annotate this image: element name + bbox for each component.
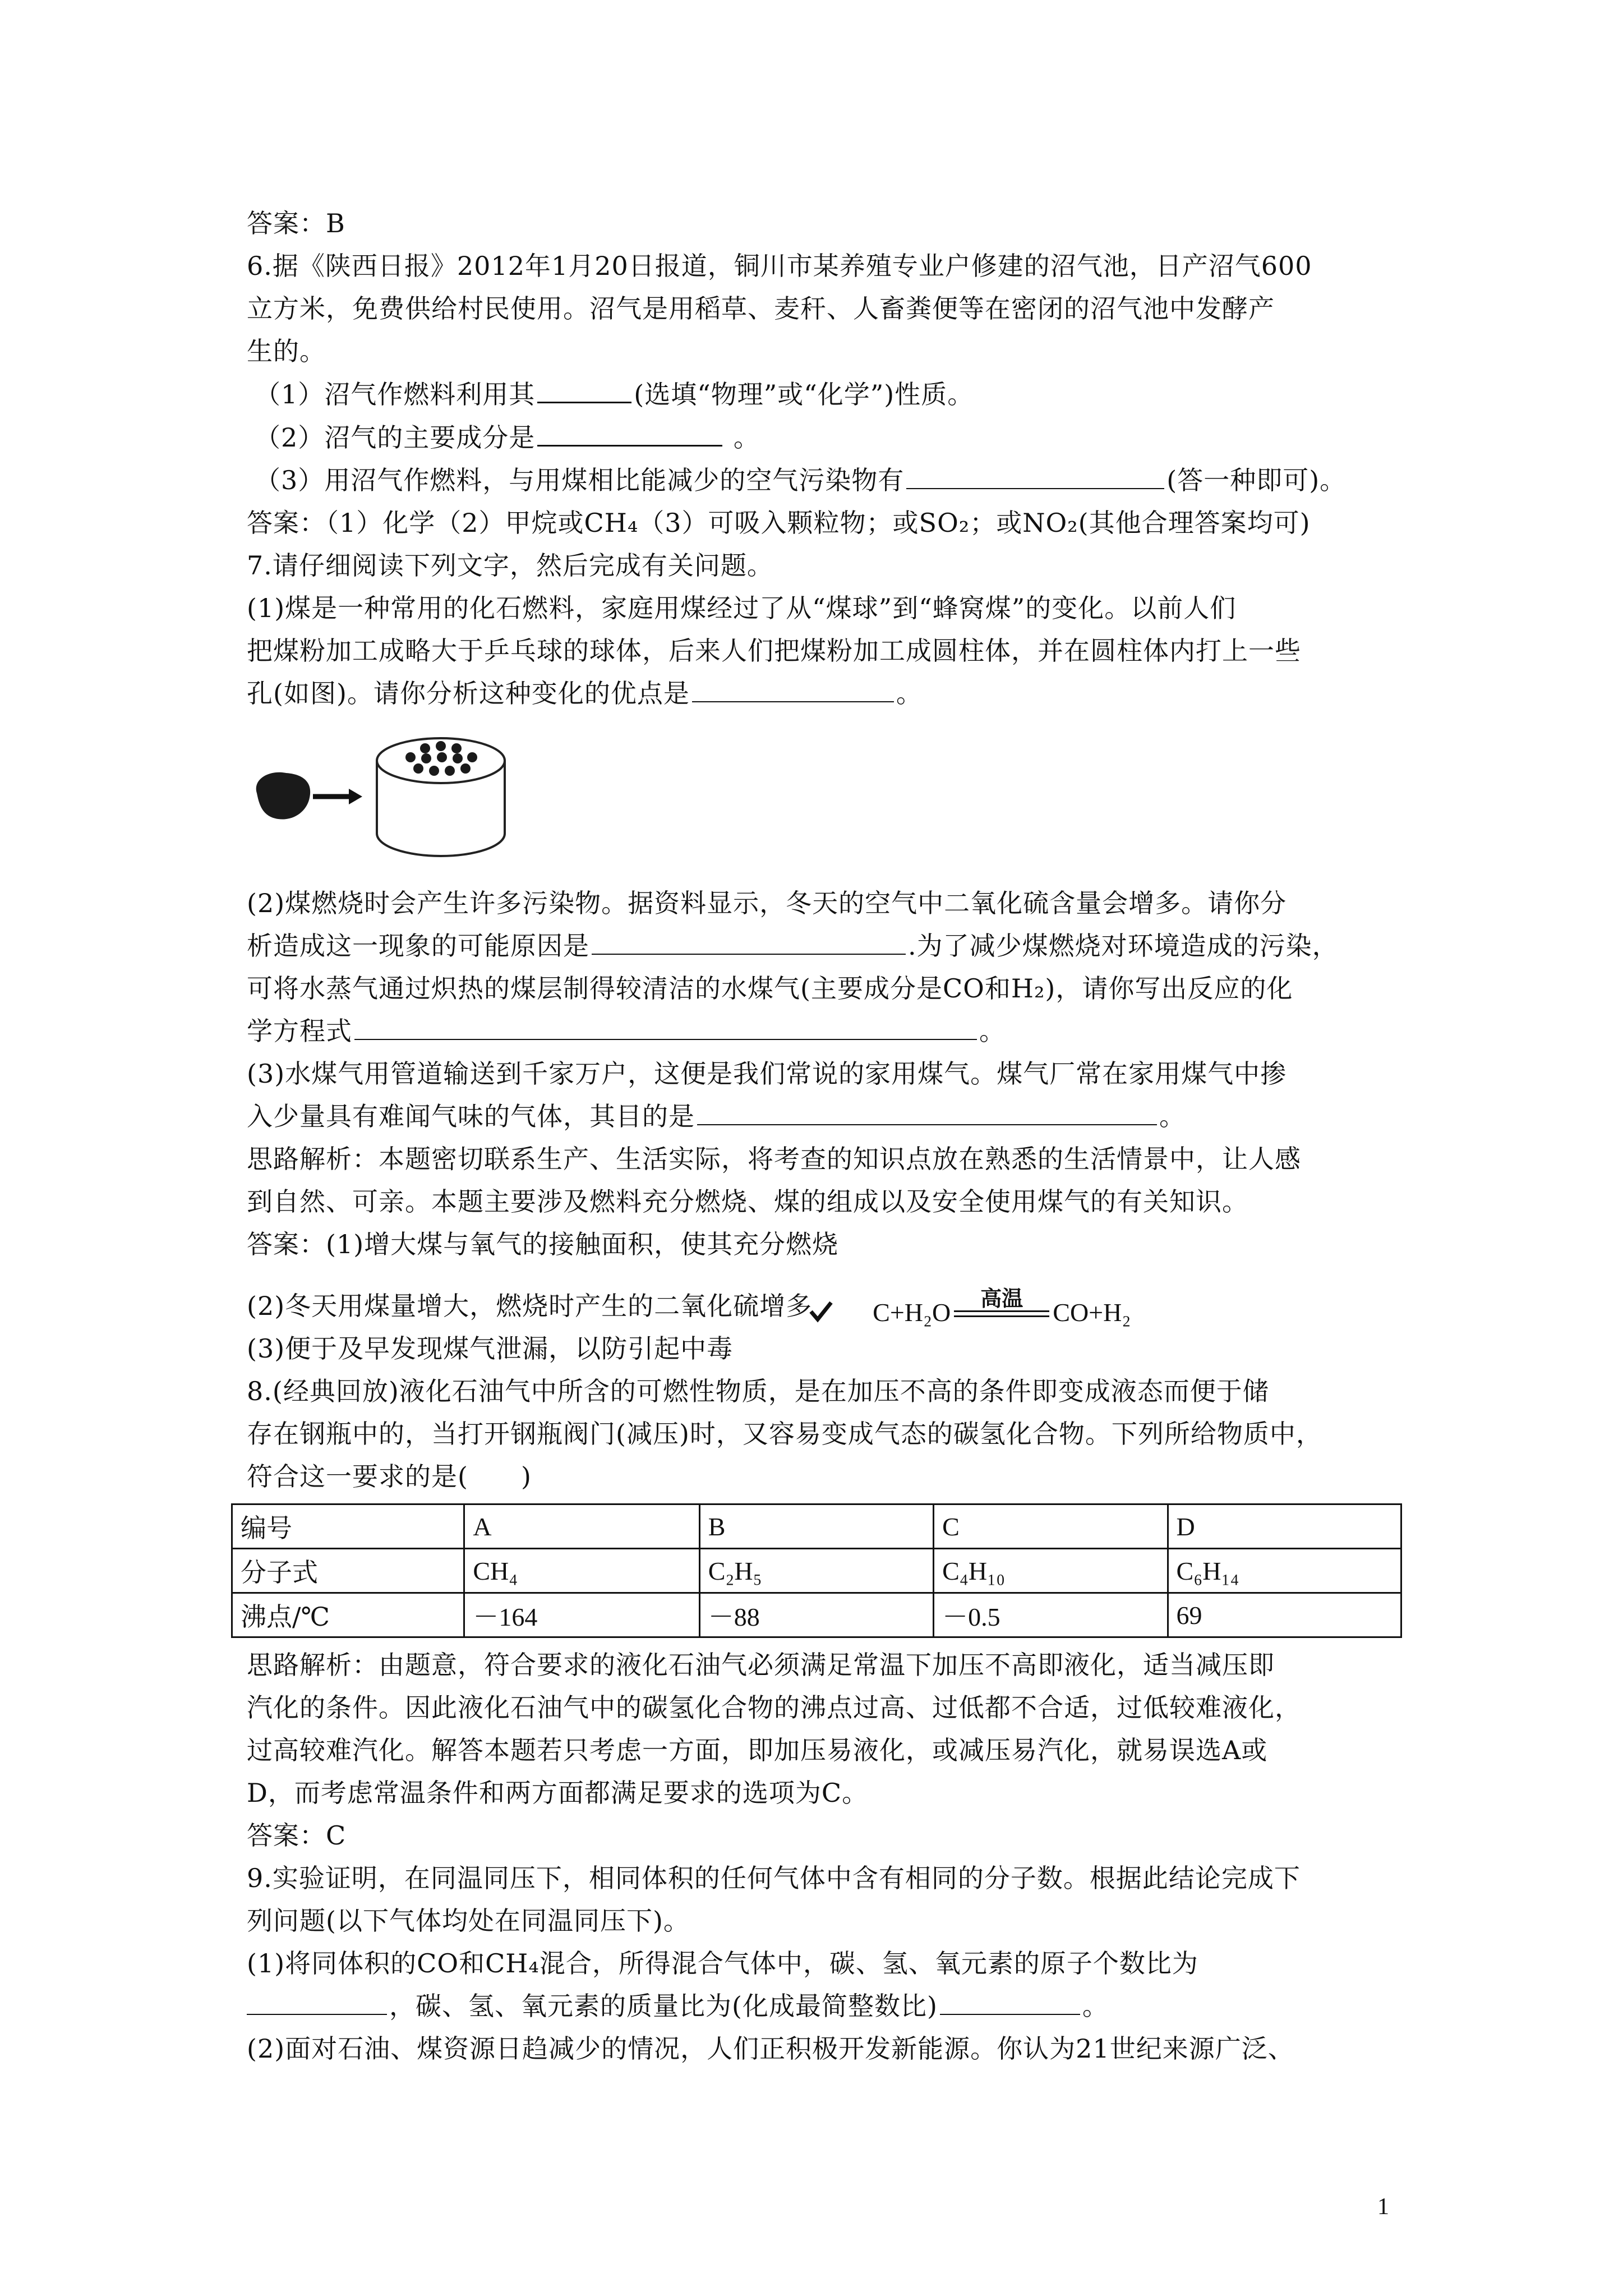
q6-sub-2: （2）沼气的主要成分是 。 bbox=[247, 416, 1413, 459]
hydrocarbon-table bbox=[231, 1503, 1402, 1638]
answer-7-part3: (3)便于及早发现煤气泄漏，以防引起中毒 bbox=[247, 1333, 734, 1364]
q8-line-2: 存在钢瓶中的，当打开钢瓶阀门(减压)时，又容易变成气态的碳氢化合物。下列所给物质中， bbox=[247, 1419, 1322, 1449]
q8-analysis-line1: 思路解析：由题意，符合要求的液化石油气必须满足常温下加压不高即液化，适当减压即 bbox=[247, 1650, 1275, 1680]
q7-part3-line2: 入少量具有难闻气味的气体，其目的是 。 bbox=[247, 1095, 1413, 1138]
q7-part2-line1: (2)煤燃烧时会产生许多污染物。据资料显示，冬天的空气中二氧化硫含量会增多。请你分 bbox=[247, 888, 1287, 918]
q7-part2-line2: 析造成这一现象的可能原因是 .为了减少煤燃烧对环境造成的污染， bbox=[247, 924, 1413, 967]
answer-blank[interactable] bbox=[692, 672, 894, 702]
page-number: 1 bbox=[1377, 2194, 1389, 2220]
q7-part2-line3: 可将水蒸气通过炽热的煤层制得较清洁的水煤气(主要成分是CO和H₂)，请你写出反应的化 bbox=[247, 973, 1293, 1004]
q6-line-2: 立方米，免费供给村民使用。沼气是用稻草、麦秆、人畜粪便等在密闭的沼气池中发酵产 bbox=[247, 293, 1275, 324]
answer-blank[interactable] bbox=[592, 924, 906, 955]
table-cell: C₄H₁₀ bbox=[934, 1549, 1168, 1593]
table-cell: B bbox=[699, 1504, 933, 1549]
arrow-head-icon bbox=[349, 789, 362, 804]
q7-part3-line1: (3)水煤气用管道输送到千家万户，这便是我们常说的家用煤气。煤气厂常在家用煤气中掺 bbox=[247, 1059, 1287, 1089]
answer-blank[interactable] bbox=[354, 1010, 977, 1040]
table-row bbox=[232, 1504, 1401, 1549]
answer-5: 答案：B bbox=[247, 208, 345, 238]
answer-7-part2: (2)冬天用煤量增大，燃烧时产生的二氧化硫增多 C+H₂O 高温 CO+H₂ bbox=[247, 1287, 1131, 1327]
q8-analysis-line2: 汽化的条件。因此液化石油气中的碳氢化合物的沸点过高、过低都不合适，过低较难液化， bbox=[247, 1692, 1301, 1723]
q7-part2-line4: 学方程式 。 bbox=[247, 1010, 1413, 1052]
q8-line-1: 8.(经典回放)液化石油气中所含的可燃性物质，是在加压不高的条件即变成液态而便于储 bbox=[247, 1376, 1269, 1406]
table-cell: －88 bbox=[699, 1593, 933, 1637]
q8-analysis-line3: 过高较难汽化。解答本题若只考虑一方面，即加压易液化，或减压易汽化，就易误选A或 bbox=[247, 1735, 1268, 1765]
table-cell: C bbox=[934, 1504, 1168, 1549]
coal-figure bbox=[247, 726, 1413, 866]
table-cell: C₂H₅ bbox=[699, 1549, 933, 1593]
answer-blank[interactable] bbox=[906, 459, 1164, 489]
q9-line-5: (2)面对石油、煤资源日趋减少的情况，人们正积极开发新能源。你认为21世纪来源广泛、 bbox=[247, 2033, 1294, 2064]
table-cell: CH₄ bbox=[464, 1549, 699, 1593]
table-cell: 编号 bbox=[232, 1504, 464, 1549]
table-cell: 沸点/℃ bbox=[232, 1593, 464, 1637]
coal-ball-icon bbox=[256, 772, 310, 820]
q7-analysis-line1: 思路解析：本题密切联系生产、生活实际，将考查的知识点放在熟悉的生活情景中，让人感 bbox=[247, 1144, 1301, 1174]
document-page bbox=[241, 202, 1413, 2070]
answer-blank[interactable] bbox=[697, 1095, 1157, 1125]
answer-8: 答案：C bbox=[247, 1820, 347, 1851]
equals-sign bbox=[954, 1310, 1049, 1317]
table-cell: －164 bbox=[464, 1593, 699, 1637]
q6-line-1: 6.据《陕西日报》2012年1月20日报道，铜川市某养殖专业户修建的沼气池，日产沼气600 bbox=[247, 251, 1312, 281]
table-cell: A bbox=[464, 1504, 699, 1549]
chemical-equation: C+H₂O 高温 CO+H₂ bbox=[873, 1287, 1131, 1327]
table-cell: －0.5 bbox=[934, 1593, 1168, 1637]
table-row bbox=[232, 1549, 1401, 1593]
check-mark-icon bbox=[809, 1299, 833, 1324]
q9-line-3: (1)将同体积的CO和CH₄混合，所得混合气体中，碳、氢、氧元素的原子个数比为 bbox=[247, 1948, 1198, 1978]
q9-line-1: 9.实验证明，在同温同压下，相同体积的任何气体中含有相同的分子数。根据此结论完成下 bbox=[247, 1863, 1301, 1893]
table-row bbox=[232, 1593, 1401, 1637]
table-cell: C₆H₁₄ bbox=[1168, 1549, 1401, 1593]
q7-part1-line2: 把煤粉加工成略大于乒乓球的球体，后来人们把煤粉加工成圆柱体，并在圆柱体内打上一些 bbox=[247, 636, 1301, 666]
q7-part1-line1: (1)煤是一种常用的化石燃料，家庭用煤经过了从“煤球”到“蜂窝煤”的变化。以前人们 bbox=[247, 593, 1237, 623]
table-cell: 分子式 bbox=[232, 1549, 464, 1593]
reaction-condition: 高温 bbox=[954, 1288, 1049, 1327]
answer-blank[interactable] bbox=[537, 372, 631, 403]
answer-6: 答案：（1）化学（2）甲烷或CH₄（3）可吸入颗粒物；或SO₂；或NO₂(其他合理答案均可) bbox=[247, 508, 1311, 538]
table-cell: 69 bbox=[1168, 1593, 1401, 1637]
q8-analysis-line4: D，而考虑常温条件和两方面都满足要求的选项为C。 bbox=[247, 1778, 869, 1808]
q6-sub-1: （1）沼气作燃料利用其 (选填“物理”或“化学”)性质。 bbox=[247, 372, 1413, 416]
q9-line-4: ，碳、氢、氧元素的质量比为(化成最简整数比) 。 bbox=[247, 1985, 1413, 2027]
coal-ball-to-honeycomb-illustration bbox=[247, 726, 561, 866]
q9-line-2: 列问题(以下气体均处在同温同压下)。 bbox=[247, 1906, 690, 1936]
q6-line-3: 生的。 bbox=[247, 336, 326, 366]
table-cell: D bbox=[1168, 1504, 1401, 1549]
answer-blank[interactable] bbox=[247, 1985, 387, 2015]
answer-blank[interactable] bbox=[940, 1985, 1080, 2015]
q7-analysis-line2: 到自然、可亲。本题主要涉及燃料充分燃烧、煤的组成以及安全使用煤气的有关知识。 bbox=[247, 1186, 1248, 1217]
q8-line-3: 符合这一要求的是( ) bbox=[247, 1461, 532, 1492]
q7-heading: 7.请仔细阅读下列文字，然后完成有关问题。 bbox=[247, 550, 773, 581]
answer-blank[interactable] bbox=[537, 416, 722, 447]
q6-sub-3: （3）用沼气作燃料，与用煤相比能减少的空气污染物有 (答一种即可)。 bbox=[247, 459, 1413, 501]
q7-part1-line3: 孔(如图)。请你分析这种变化的优点是 。 bbox=[247, 672, 1413, 715]
answer-7-part1: 答案：(1)增大煤与氧气的接触面积，使其充分燃烧 bbox=[247, 1229, 839, 1259]
